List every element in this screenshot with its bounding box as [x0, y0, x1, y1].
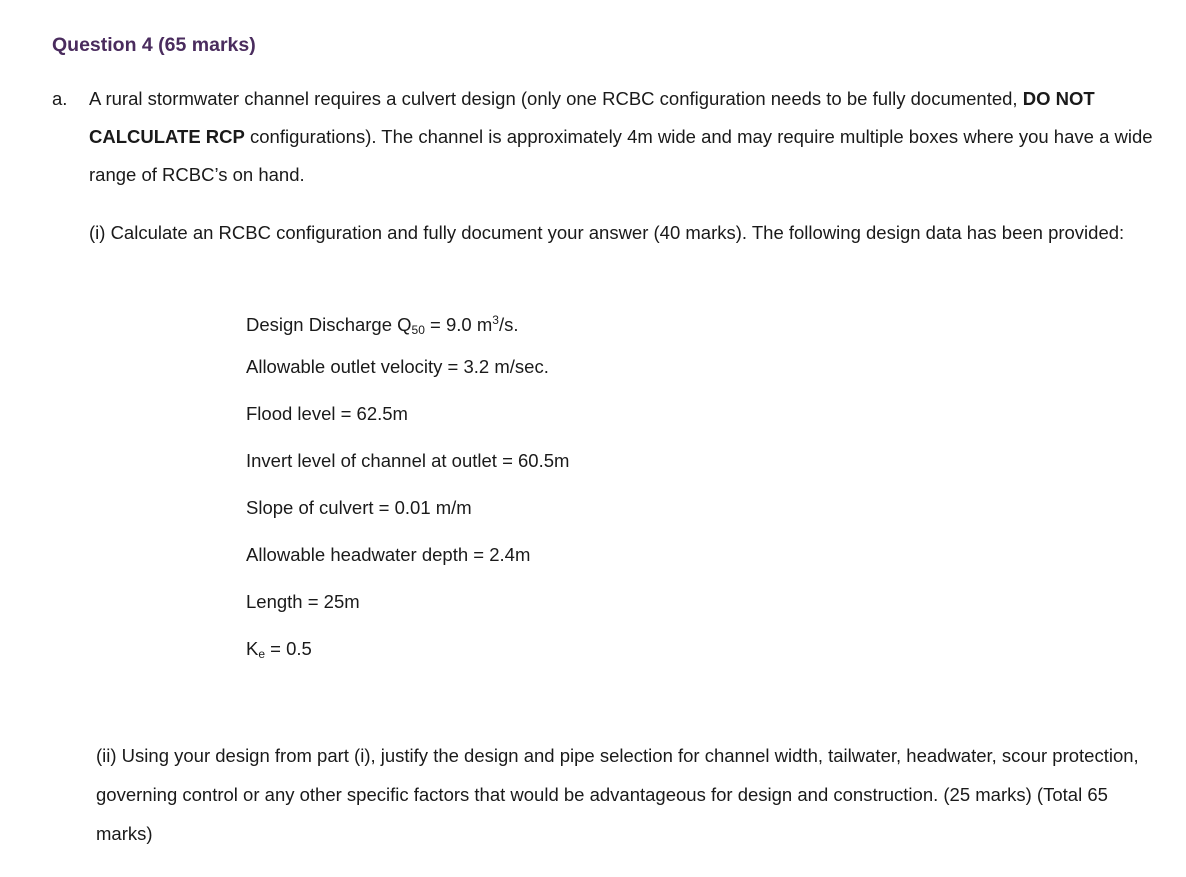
- discharge-subscript: 50: [411, 323, 425, 337]
- part-a-bold-instruction: DO NOT CALCULATE RCP: [89, 88, 1095, 147]
- allowable-velocity: Allowable outlet velocity = 3.2 m/sec.: [246, 356, 549, 377]
- ke-label: K: [246, 638, 259, 659]
- discharge-unit: /s.: [498, 314, 519, 335]
- design-data-list: [246, 305, 569, 681]
- part-a-body: [89, 80, 1162, 194]
- part-i-text: (i) Calculate an RCBC configuration and fully document your answer (40 marks). The following design data has been provided:: [89, 222, 1125, 243]
- ke-subscript: e: [258, 647, 266, 661]
- part-a-text-2: configurations). The channel is approximately 4m wide and may require multiple boxes where you have a wide range of RCBC’s on hand.: [89, 126, 1153, 185]
- part-a-text-1: A rural stormwater channel requires a culvert design (only one RCBC configuration needs to be fully documented,: [89, 88, 1023, 109]
- discharge-superscript: 3: [492, 313, 499, 327]
- invert-level: Invert level of channel at outlet = 60.5m: [246, 450, 570, 471]
- ke-value: = 0.5: [265, 638, 312, 659]
- part-a-label: a.: [52, 88, 68, 109]
- part-ii-text: (ii) Using your design from part (i), justify the design and pipe selection for channel width, tailwater, headwater, scour protection, governing control or any other specific factors that would be advantageous for design and construction. (25 marks) (Total 65 marks): [96, 745, 1139, 844]
- part-a: [52, 80, 1162, 194]
- question-heading: Question 4 (65 marks): [52, 34, 256, 56]
- discharge-label: Design Discharge Q: [246, 314, 412, 335]
- flood-level: Flood level = 62.5m: [246, 403, 408, 424]
- entrance-loss-coefficient: [246, 634, 569, 681]
- discharge-value: = 9.0 m: [424, 314, 493, 335]
- culvert-length: Length = 25m: [246, 591, 360, 612]
- design-discharge: [246, 305, 569, 352]
- culvert-slope: Slope of culvert = 0.01 m/m: [246, 497, 472, 518]
- headwater-depth: Allowable headwater depth = 2.4m: [246, 544, 531, 565]
